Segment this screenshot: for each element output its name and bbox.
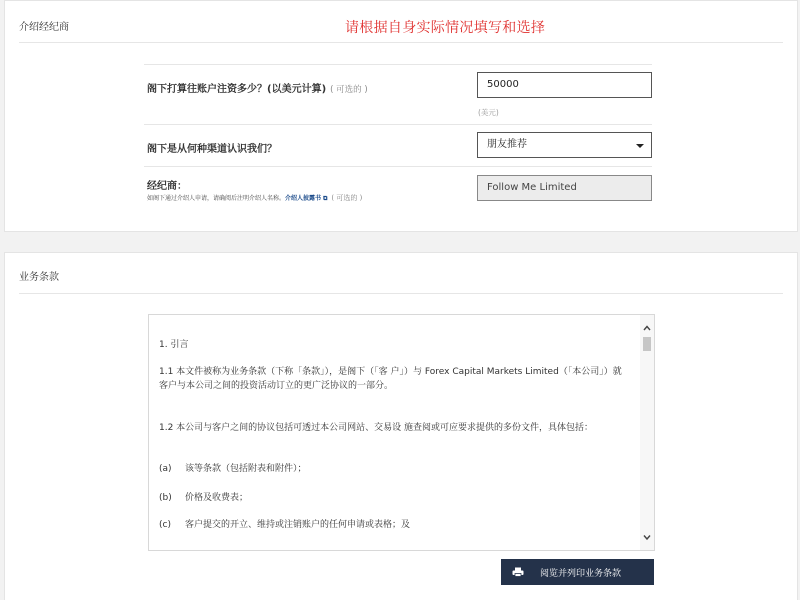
row-divider bbox=[144, 124, 652, 125]
section-title-terms: 业务条款 bbox=[19, 272, 59, 283]
terms-paragraph: 1.1 本文件被称为业务条款（下称「条款」），是阁下（「客 户」）与 Forex Capital Markets Limited（「本公司」）就 客户与本公司之间的投资活动订立的更广泛协议的一部分。 bbox=[159, 367, 622, 391]
disclosure-link[interactable] bbox=[285, 195, 327, 202]
divider bbox=[19, 42, 783, 43]
scrollbar-thumb[interactable] bbox=[643, 337, 651, 351]
printer-icon bbox=[512, 567, 524, 577]
vertical-scrollbar[interactable] bbox=[640, 315, 654, 550]
terms-list-item bbox=[159, 518, 632, 532]
list-letter: (a) bbox=[159, 464, 172, 474]
list-text: 价格及收费表； bbox=[185, 493, 249, 503]
introducing-broker-panel bbox=[4, 0, 798, 232]
external-link-icon: ⧉ bbox=[321, 195, 328, 202]
deposit-question bbox=[147, 80, 368, 95]
chevron-down-icon bbox=[636, 144, 644, 148]
section-title-broker: 介绍经纪商 bbox=[19, 22, 69, 33]
fill-in-notice: 请根据自身实际情况填写和选择 bbox=[345, 20, 546, 36]
terms-paragraph: 1.2 本公司与客户之间的协议包括可透过本公司网站、交易设 施查阅或可应要求提供的多份文件，具体包括： bbox=[159, 423, 594, 433]
terms-scroll-box[interactable] bbox=[148, 314, 655, 551]
list-text: 该等条款（包括附表和附件）； bbox=[185, 464, 307, 474]
chevron-down-icon[interactable] bbox=[642, 532, 652, 542]
referral-channel-value: 朋友推荐 bbox=[487, 139, 527, 150]
print-terms-label: 阅览并列印业务条款 bbox=[540, 568, 622, 579]
broker-label: 经纪商： bbox=[147, 181, 187, 192]
terms-list-item bbox=[159, 491, 632, 505]
terms-list-item bbox=[159, 462, 632, 476]
list-text: 客户提交的开立、维持或注销账户的任何申请或表格；及 bbox=[185, 520, 411, 530]
optional-tag: ( 可选的 ) bbox=[331, 194, 363, 202]
currency-unit-label: (美元) bbox=[478, 108, 499, 117]
optional-tag: ( 可选的 ) bbox=[330, 85, 368, 95]
disclosure-link-text: 介绍人披露书 bbox=[285, 195, 322, 202]
broker-hint-text: 如阁下通过介绍人申请，请确阅后注明介绍人名称。 bbox=[147, 195, 286, 202]
divider bbox=[19, 293, 783, 294]
print-terms-button[interactable] bbox=[501, 559, 654, 585]
broker-name-field: Follow Me Limited bbox=[477, 175, 652, 201]
deposit-question-text: 阁下打算往账户注资多少？(以美元计算) bbox=[147, 84, 327, 95]
deposit-amount-input[interactable]: 50000 bbox=[477, 72, 652, 98]
list-letter: (b) bbox=[159, 493, 172, 503]
list-letter: (c) bbox=[159, 520, 171, 530]
broker-hint bbox=[147, 193, 362, 203]
chevron-up-icon[interactable] bbox=[642, 323, 652, 333]
row-divider bbox=[144, 64, 652, 65]
referral-channel-select[interactable] bbox=[477, 132, 652, 158]
terms-heading: 1. 引言 bbox=[159, 340, 189, 350]
row-divider bbox=[144, 166, 652, 167]
channel-question: 阁下是从何种渠道认识我们？ bbox=[147, 144, 277, 155]
